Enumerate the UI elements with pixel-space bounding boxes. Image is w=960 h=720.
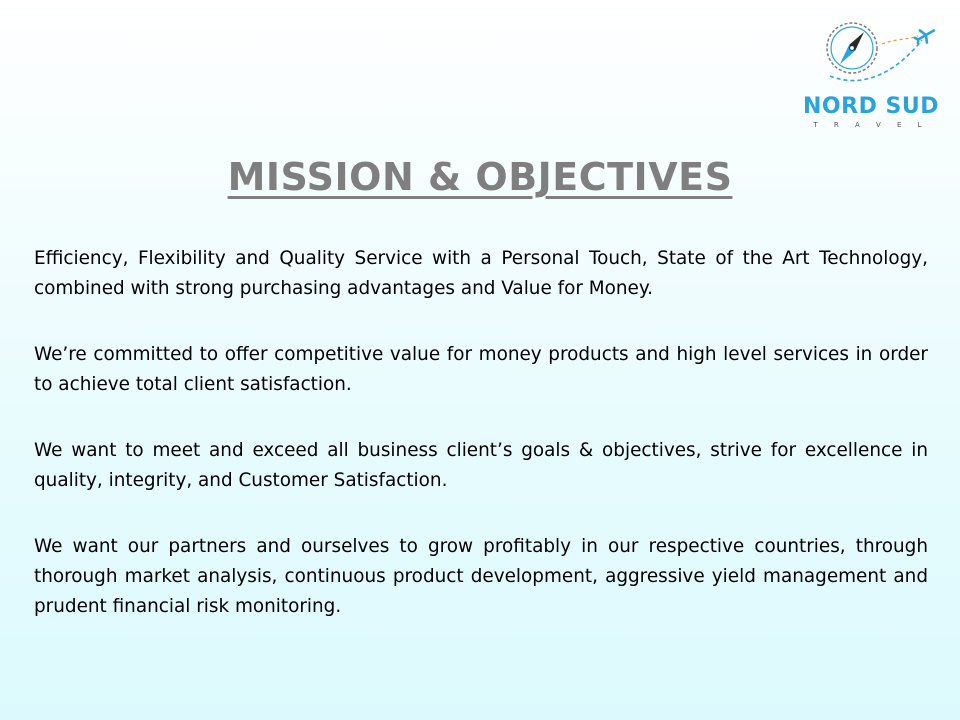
logo-wordmark: NORD SUD	[803, 94, 939, 119]
paragraph-efficiency: Efficiency, Flexibility and Quality Service with a Personal Touch, State of the Art Technology, combined with strong purchasing advantages and Value for Money.	[34, 248, 928, 299]
logo-graphic	[790, 18, 950, 98]
logo-tagline: T R A V E L	[813, 121, 929, 129]
flight-path-dotted	[882, 36, 918, 44]
paragraph-partners: We want our partners and ourselves to grow profitably in our respective countries, through thorough market analysis, continuous product development, aggressive yield management and prudent financial risk monitoring.	[34, 536, 928, 617]
airplane-icon	[913, 24, 937, 46]
mission-content	[34, 244, 928, 622]
paragraph-commitment: We’re committed to offer competitive value for money products and high level services in order to achieve total client satisfaction.	[34, 344, 928, 395]
paragraph-client-goals: We want to meet and exceed all business client’s goals & objectives, strive for excellence in quality, integrity, and Customer Satisfaction.	[34, 440, 928, 491]
compass-icon	[827, 23, 877, 73]
company-logo	[790, 18, 950, 128]
page-title: MISSION & OBJECTIVES	[227, 155, 733, 200]
